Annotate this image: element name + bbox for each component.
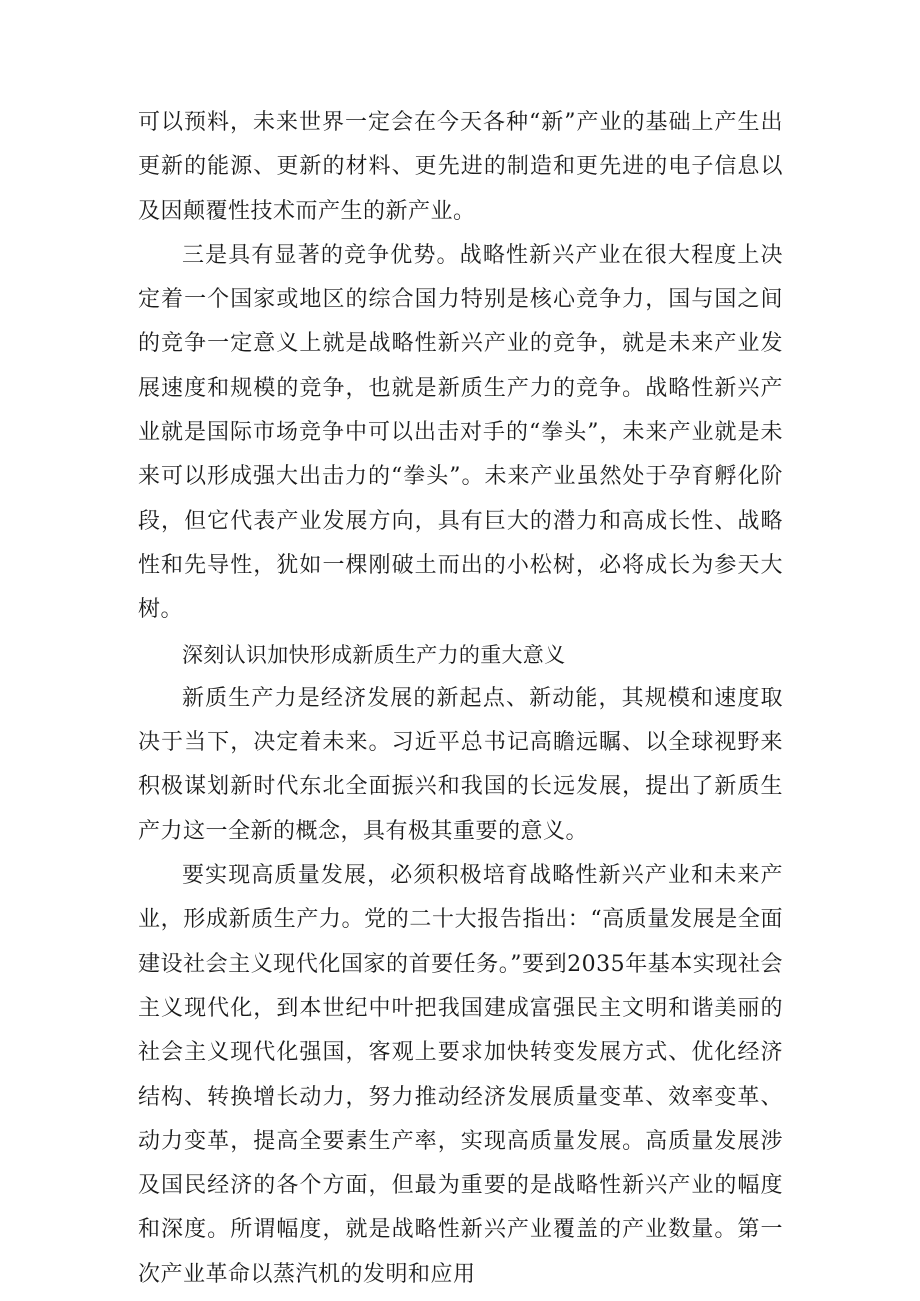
paragraph-continuation: 可以预料，未来世界一定会在今天各种“新”产业的基础上产生出更新的能源、更新的材料、更先进的制造和更先进的电子信息以及因颠覆性技术而产生的新产业。 [138,110,783,224]
paragraph-competitive-advantage: 三是具有显著的竞争优势。战略性新兴产业在很大程度上决定着一个国家或地区的综合国力特别是核心竞争力，国与国之间的竞争一定意义上就是战略性新兴产业的竞争，就是未来产业发展速度和规模的竞争，也就是新质生产力的竞争。战略性新兴产业就是国际市场竞争中可以出击对手的“拳头”，未来产业就是未来可以形成强大出击力的“拳头”。未来产业虽然处于孕育孵化阶段，但它代表产业发展方向，具有巨大的潜力和高成长性、战略性和先导性，犹如一棵刚破土而出的小松树，必将成长为参天大树。 [138,242,783,623]
document-body [138,101,783,1297]
paragraph-new-productivity: 新质生产力是经济发展的新起点、新动能，其规模和速度取决于当下，决定着未来。习近平总书记高瞻远瞩、以全球视野来积极谋划新时代东北全面振兴和我国的长远发展，提出了新质生产力这一全新的概念，具有极其重要的意义。 [138,685,783,844]
paragraph-high-quality-development: 要实现高质量发展，必须积极培育战略性新兴产业和未来产业，形成新质生产力。党的二十大报告指出：“高质量发展是全面建设社会主义现代化国家的首要任务。”要到2035年基本实现社会主义现代化，到本世纪中叶把我国建成富强民主文明和谐美丽的社会主义现代化强国，客观上要求加快转变发展方式、优化经济结构、转换增长动力，努力推动经济发展质量变革、效率变革、动力变革，提高全要素生产率，实现高质量发展。高质量发展涉及国民经济的各个方面，但最为重要的是战略性新兴产业的幅度和深度。所谓幅度，就是战略性新兴产业覆盖的产业数量。第一次产业革命以蒸汽机的发明和应用 [138,863,783,1287]
section-heading: 深刻认识加快形成新质生产力的重大意义 [182,642,566,667]
